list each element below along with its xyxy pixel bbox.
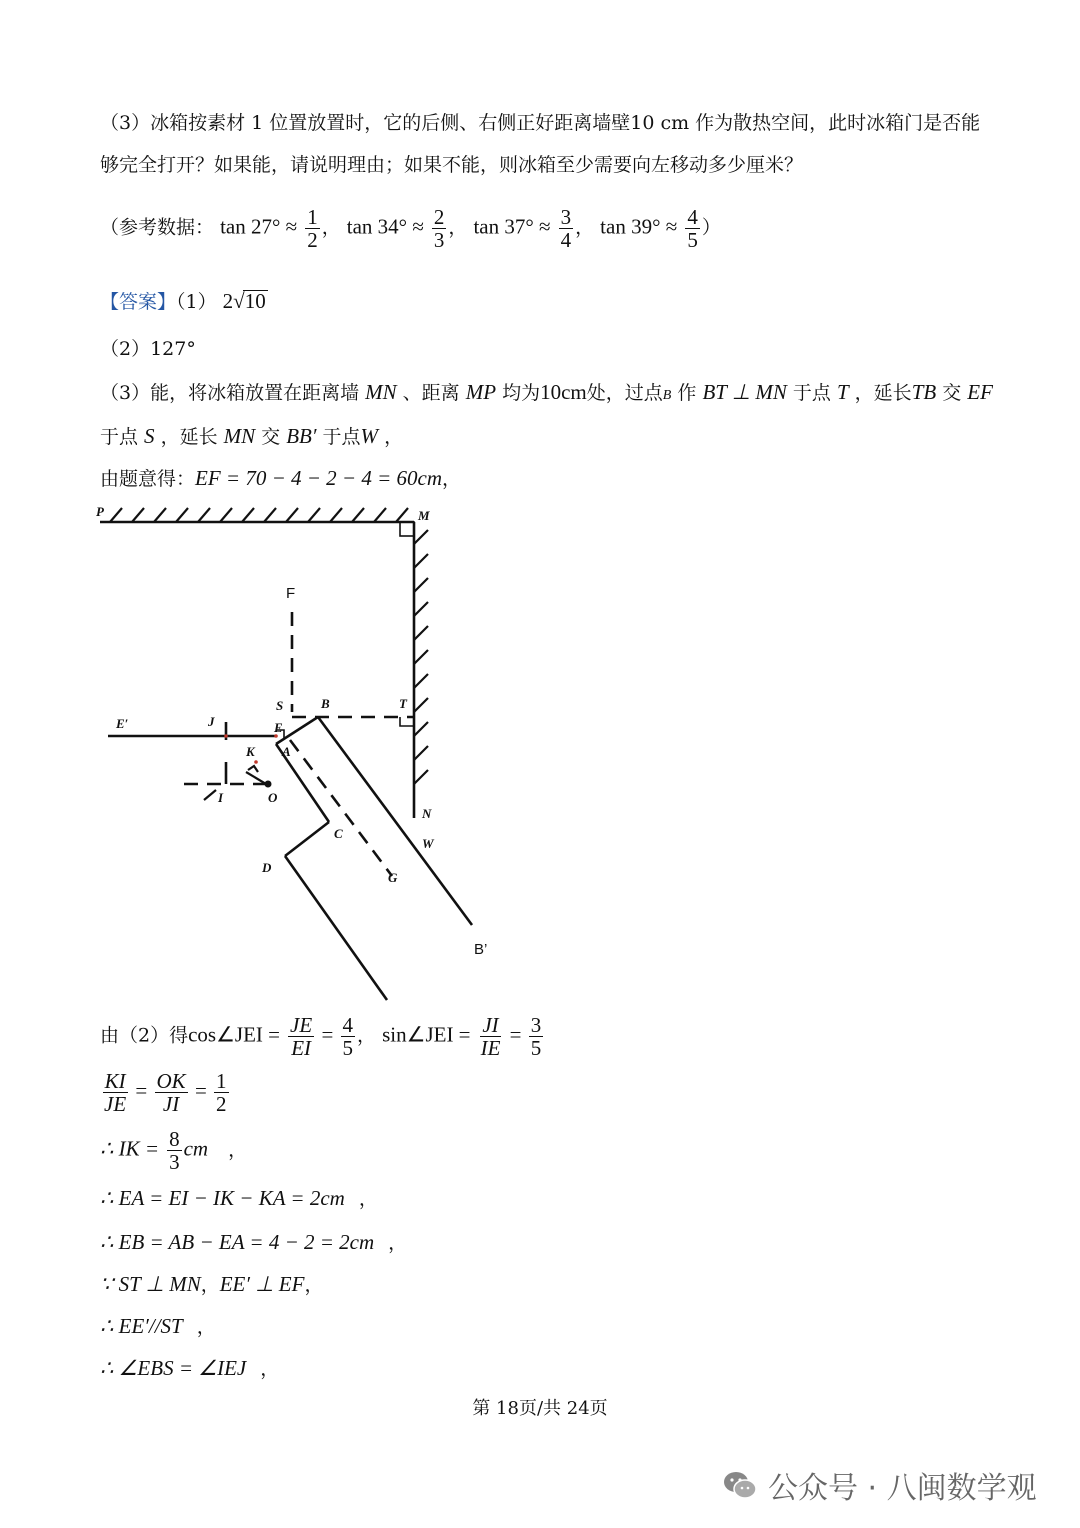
geometry-figure [96,500,526,1010]
label-n: N [422,806,432,821]
label-w: W [422,836,434,851]
label-e: E [274,720,283,735]
ik-line: ∴ IK = $\frac{8}{3}$ cm ， [100,1127,248,1175]
ea-line: ∴ EA = EI − IK − KA = 2cm ， [100,1186,378,1210]
ref-tan39: tan 39° ≈ [600,214,678,239]
answer-part3-line2: 于点 S ，延长 MN 交 BB′ 于点W ， [100,424,404,448]
hatch-mark [414,650,428,664]
given-line: 由题意得：EF = 70 − 4 − 2 − 4 = 60cm， [100,466,462,490]
hatch-mark [414,530,428,544]
label-m: M [418,508,430,523]
label-p: P [96,504,104,519]
door-edge-cd [285,822,329,856]
line-ko [246,772,266,784]
parallel-line: ∴ EE′//ST ， [100,1314,216,1338]
ref-tan27: tan 27° ≈ [220,214,298,239]
hatch-mark [286,508,298,522]
question-part3-line1: （3）冰箱按素材 1 位置放置时，它的后侧、右侧正好距离墙壁10 cm 作为散热空间，此时冰箱门是否能 [100,112,981,134]
hatch-mark [132,508,144,522]
label-g: G [388,870,398,885]
answer-part2: （2）127° [100,338,196,360]
label-d: D [262,860,272,875]
door-edge-d-down [285,856,387,1000]
eb-line: ∴ EB = AB − EA = 4 − 2 = 2cm ， [100,1230,408,1254]
hatch-mark [414,698,428,712]
hatch-mark [264,508,276,522]
hatch-mark [414,722,428,736]
wechat-icon [722,1467,758,1503]
hatch-mark [414,746,428,760]
label-o: O [268,790,278,805]
label-c: C [334,826,343,841]
answer-part1: 【答案】（1） 2√10 [100,289,266,313]
ref-tan34: tan 34° ≈ [346,214,424,239]
answer-p1-value: 2√10 [222,289,266,313]
hatch-mark [414,578,428,592]
tick-i [204,790,216,800]
hatch-mark [154,508,166,522]
cos-sin-line: 由（2）得cos∠JEI = $\frac{JE}{EI}$ = $\frac{4}{5}$ ， sin∠JEI = $\frac{JI}{IE}$ = $\frac{3}{5}$ [100,1013,542,1061]
question-part3-line2: 够完全打开？如果能，请说明理由；如果不能，则冰箱至少需要向左移动多少厘米？ [100,154,804,176]
answer-tag: 【答案】 [100,291,177,313]
hatch-mark [396,508,408,522]
label-b-prime: B’ [474,941,488,958]
hatch-mark [414,674,428,688]
hatch-mark [242,508,254,522]
hatch-mark [308,508,320,522]
hatch-mark [414,554,428,568]
label-a: A [282,744,291,759]
reference-data: （参考数据： tan 27° ≈ $\frac{1}{2}$ ， tan 34° ≈ $\frac{2}{3}$ ， tan 37° ≈ $\frac{3}{4}$ ， tan 39° ≈ $\frac{4}{5}$ ） [100,205,721,253]
perp-line: ∵ ST ⊥ MN，EE′ ⊥ EF， [100,1272,324,1296]
label-j: J [208,714,215,729]
label-f: F [286,585,296,602]
label-t: T [399,696,407,711]
hatch-mark [110,508,122,522]
ref-frac-2: $\frac{2}{3}$ [433,205,445,253]
door-edge-bb-prime [318,717,472,925]
mark-j [224,734,228,738]
mark-k [254,760,258,764]
page-footer: 第 18页/共 24页 [472,1398,608,1419]
hatch-mark [374,508,386,522]
ref-frac-4: $\frac{4}{5}$ [687,205,698,253]
label-b: B [321,696,330,711]
dashed-ag [290,740,392,876]
right-angle-m [400,522,414,536]
label-i: I [218,790,224,805]
hatch-mark [220,508,232,522]
ref-label: （参考数据： [100,216,215,239]
right-angle-k [248,766,258,772]
hatch-mark [330,508,342,522]
right-angle-t [400,717,414,726]
hatch-mark [176,508,188,522]
watermark [722,1460,1052,1510]
hatch-mark [414,602,428,616]
hatch-mark [414,626,428,640]
ref-frac-1: $\frac{1}{2}$ [307,205,318,253]
ratio-line: $\frac{KI}{JE}$ = $\frac{OK}{JI}$ = $\frac{1}{2}$ [104,1069,227,1117]
ref-tan37: tan 37° ≈ [473,214,551,239]
label-s: S [276,698,284,713]
wall-hatch-right [414,530,428,784]
answer-part3-line1: （3）能，将冰箱放置在距离墙 MN 、距离 MP 均为10cm处，过点B 作 BT ⊥ MN 于点 T ，延长TB 交 EF [100,380,993,404]
ref-frac-3: $\frac{3}{4}$ [560,205,572,253]
wall-hatch-top [110,508,408,522]
hatch-mark [352,508,364,522]
hatch-mark [198,508,210,522]
watermark-text: 公众号 · 八闽数学观 [768,1471,1037,1506]
hatch-mark [414,770,428,784]
point-o [265,781,272,788]
label-k: K [246,744,255,759]
angle-line: ∴ ∠EBS = ∠IEJ ， [100,1356,280,1380]
label-e-prime: E′ [116,716,129,731]
